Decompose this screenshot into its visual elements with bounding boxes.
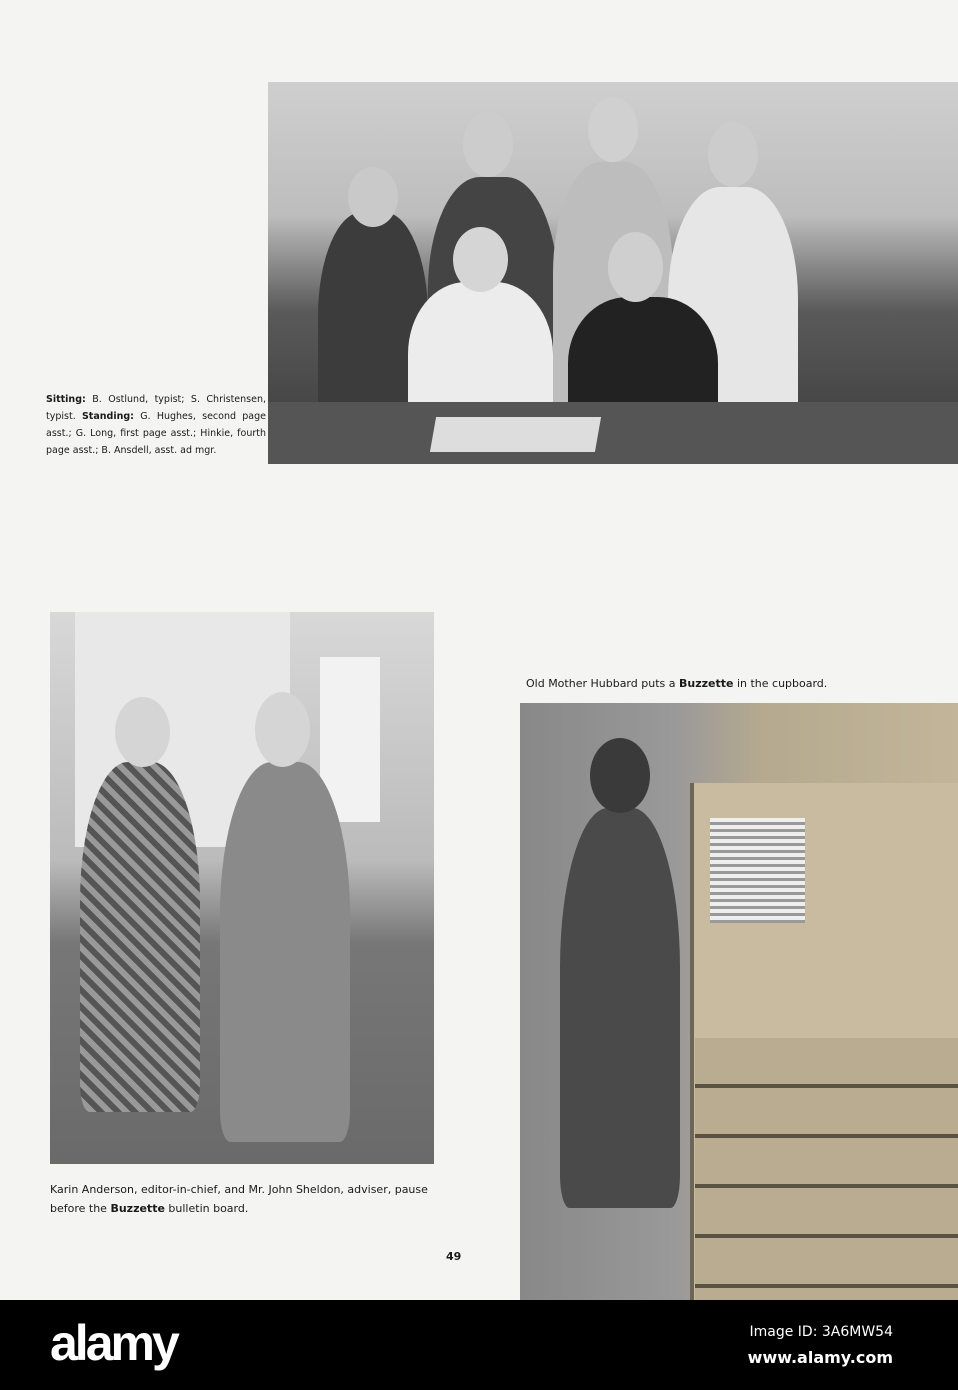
figure-head [348, 167, 398, 227]
caption-sitting: B. Ostlund, typist; S. Christensen, typist. [46, 394, 266, 422]
caption-bold: Buzzette [678, 677, 734, 690]
paper-slots [710, 818, 805, 923]
bottom-right-caption [526, 675, 946, 692]
bottom-left-caption [50, 1180, 440, 1218]
caption-sitting-label: Sitting: [46, 394, 86, 405]
figure [560, 808, 680, 1208]
image-id: Image ID: 3A6MW54 [749, 1324, 893, 1340]
figure-head [463, 112, 513, 177]
figure-head [590, 738, 650, 813]
top-photo-caption [46, 391, 266, 459]
figure-head [608, 232, 663, 302]
figure-head [255, 692, 310, 767]
site-url: www.alamy.com [747, 1348, 893, 1367]
editor-adviser-photo [50, 612, 434, 1164]
caption-text: bulletin board. [164, 1202, 249, 1215]
newspaper [430, 417, 601, 452]
staff-group-photo [268, 82, 958, 464]
caption-bold: Buzzette [110, 1202, 165, 1215]
caption-text: Karin Anderson, editor-in-chief, and Mr. John Sheldon, adviser, pause before the [50, 1183, 428, 1215]
table [268, 402, 958, 464]
caption-standing: G. Hughes, second page asst.; G. Long, first page asst.; Hinkie, fourth page asst.; B. Ansdell, asst. ad mgr. [46, 411, 266, 456]
figure-head [453, 227, 508, 292]
figure [220, 762, 350, 1142]
drawers [695, 1038, 958, 1300]
caption-text: in the cupboard. [733, 677, 828, 690]
alamy-logo: alamy [50, 1315, 177, 1371]
watermark-footer [0, 1300, 958, 1390]
caption-text: Old Mother Hubbard puts a [526, 677, 679, 690]
figure-head [115, 697, 170, 767]
figure-head [588, 97, 638, 162]
page-number: 49 [446, 1250, 462, 1263]
figure-head [708, 122, 758, 187]
figure [80, 762, 200, 1112]
cupboard-photo [520, 703, 958, 1300]
caption-standing-label: Standing: [81, 411, 134, 422]
